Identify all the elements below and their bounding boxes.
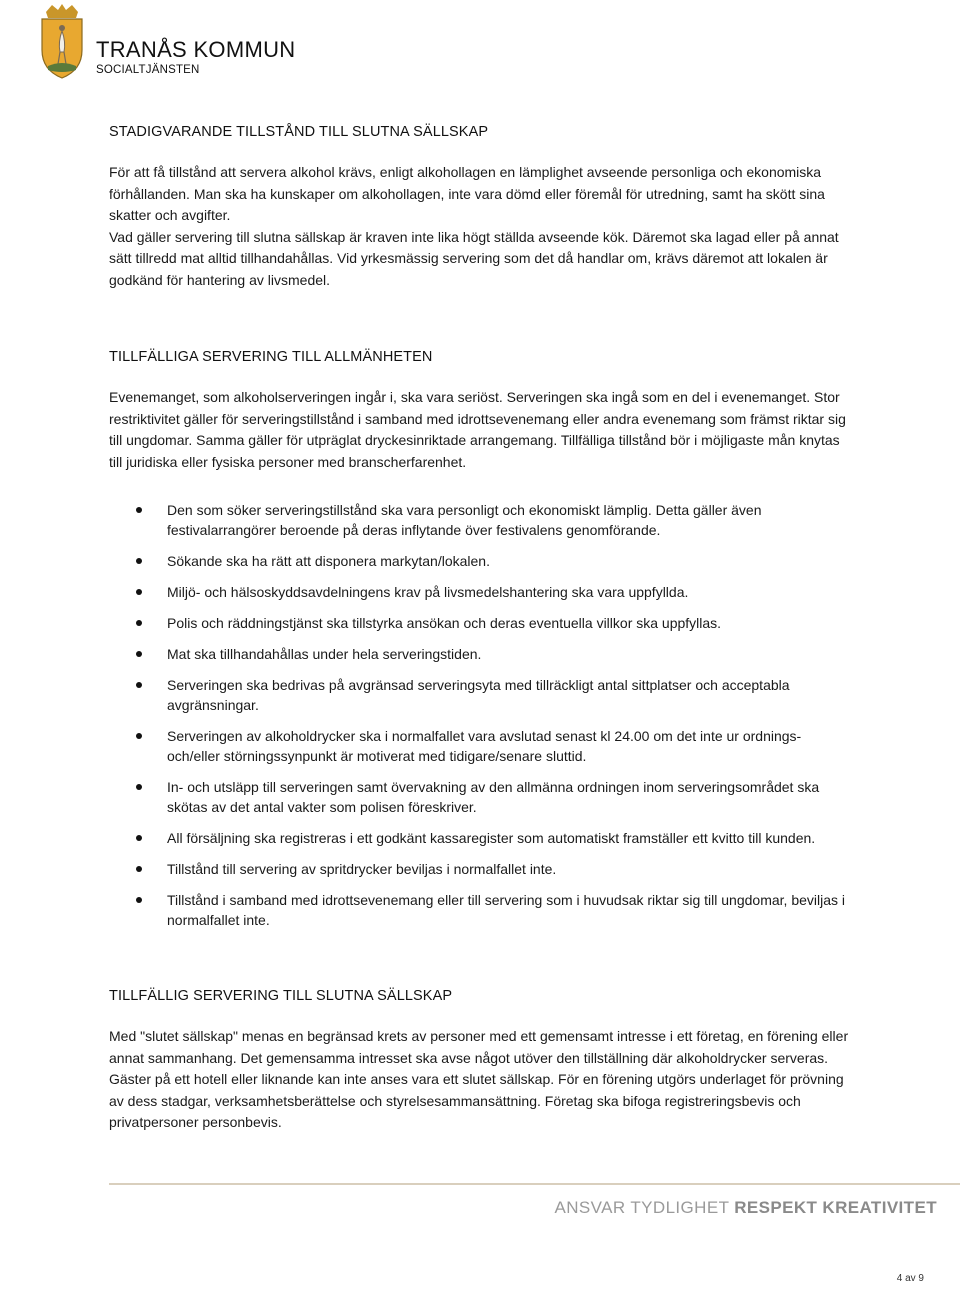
slogan-light: ANSVAR TYDLIGHET — [554, 1198, 735, 1217]
list-item — [109, 500, 849, 540]
section-heading: STADIGVARANDE TILLSTÅND TILL SLUTNA SÄLLSKAP — [109, 124, 489, 140]
list-item-text: Serveringen av alkoholdrycker ska i normalfallet vara avslutad senast kl 24.00 om det inte ur ordnings- och/eller störningssynpunkt är motiverat med tidigare/senare sluttid. — [167, 728, 802, 764]
section-tillfallig-slutna — [109, 988, 849, 1134]
list-item — [109, 890, 849, 930]
list-item-text: Miljö- och hälsoskyddsavdelningens krav på livsmedelshantering ska vara uppfyllda. — [167, 584, 689, 600]
list-item-text: Polis och räddningstjänst ska tillstyrka ansökan och deras eventuella villkor ska uppfyllas. — [167, 615, 722, 631]
list-item-text: Tillstånd till servering av spritdrycker beviljas i normalfallet inte. — [167, 861, 557, 877]
footer-divider — [109, 1183, 960, 1185]
section-heading: TILLFÄLLIG SERVERING TILL SLUTNA SÄLLSKAP — [109, 988, 453, 1004]
list-item — [109, 828, 849, 848]
bullet-icon — [136, 651, 142, 657]
list-item — [109, 726, 849, 766]
list-item-text: Mat ska tillhandahållas under hela serveringstiden. — [167, 646, 482, 662]
list-item-text: Serveringen ska bedrivas på avgränsad serveringsyta med tillräckligt antal sittplatser och acceptabla avgränsningar. — [167, 677, 790, 713]
bullet-icon — [136, 897, 142, 903]
slogan-bold: RESPEKT KREATIVITET — [734, 1198, 937, 1217]
organization-name: TRANÅS KOMMUN — [96, 37, 296, 62]
list-item — [109, 859, 849, 879]
list-item — [109, 675, 849, 715]
list-item-text: Tillstånd i samband med idrottsevenemang eller till servering som i huvudsak riktar sig till ungdomar, beviljas i normalfallet inte. — [167, 892, 846, 928]
paragraph: Med "slutet sällskap" menas en begränsad krets av personer med ett gemensamt intresse i ett företag, en förening eller annat sammanhang. Det gemensamma intresset ska avse något utöver den tillställning där alkoholdrycker serveras. Gäster på ett hotell eller liknande kan inte anses vara ett slutet sällskap. För en förening utgörs underlaget för prövning av dess stadgar, verksamhetsberättelse och styrelsesammansättning. Företag ska bifoga registreringsbevis och privatpersoner personbevis. — [109, 1028, 849, 1130]
bullet-icon — [136, 866, 142, 872]
organization-name-block — [96, 38, 295, 76]
bullet-icon — [136, 589, 142, 595]
footer-slogan — [555, 1198, 938, 1218]
list-item — [109, 613, 849, 633]
list-item-text: Den som söker serveringstillstånd ska vara personligt och ekonomiskt lämplig. Detta gäller även festivalarrangörer beroende på deras inflytande över festivalens genomförande. — [167, 502, 762, 538]
section-heading: TILLFÄLLIGA SERVERING TILL ALLMÄNHETEN — [109, 349, 433, 365]
document-body — [109, 124, 849, 1134]
list-item-text: Sökande ska ha rätt att disponera markytan/lokalen. — [167, 553, 490, 569]
bullet-icon — [136, 733, 142, 739]
bullet-icon — [136, 784, 142, 790]
list-item — [109, 644, 849, 664]
bullet-icon — [136, 620, 142, 626]
municipal-crest-icon — [38, 2, 86, 80]
section-tillfalliga-allmanheten — [109, 349, 849, 930]
bullet-icon — [136, 558, 142, 564]
paragraph: Evenemanget, som alkoholserveringen ingår i, ska vara seriöst. Serveringen ska ingå som en del i evenemanget. Stor restriktivitet gäller för serveringstillstånd i samband med idrottsevenemang eller andra evenemang som främst riktar sig till ungdomar. Samma gäller för utpräglat dryckesinriktade arrangemang. Tillfälliga tillstånd bör i möjligaste mån knytas till juridiska eller fysiska personer med branscherfarenhet. — [109, 389, 846, 470]
page-number: 4 av 9 — [896, 1273, 924, 1284]
bullet-icon — [136, 507, 142, 513]
list-item — [109, 777, 849, 817]
list-item — [109, 551, 849, 571]
list-item — [109, 582, 849, 602]
list-item-text: All försäljning ska registreras i ett godkänt kassaregister som automatiskt framställer ett kvitto till kunden. — [167, 830, 816, 846]
section-stadigvarande — [109, 124, 849, 291]
bullet-icon — [136, 682, 142, 688]
list-item-text: In- och utsläpp till serveringen samt övervakning av den allmänna ordningen inom serveringsområdet ska skötas av det antal vakter som polisen föreskriver. — [167, 779, 820, 815]
paragraph: För att få tillstånd att servera alkohol krävs, enligt alkohollagen en lämplighet avseende personliga och ekonomiska förhållanden. Man ska ha kunskaper om alkohollagen, inte vara dömd eller föremål för utredning, samt ha skött sina skatter och avgifter. — [109, 164, 825, 223]
requirements-list — [109, 500, 849, 930]
paragraph: Vad gäller servering till slutna sällskap är kraven inte lika högt ställda avseende kök. Däremot ska lagad eller på annat sätt tillredd mat alltid tillhandahållas. Vid yrkesmässig servering som det då handlar om, krävs däremot att lokalen är godkänd för hantering av livsmedel. — [109, 228, 839, 288]
organization-department: SOCIALTJÄNSTEN — [96, 64, 200, 76]
bullet-icon — [136, 835, 142, 841]
